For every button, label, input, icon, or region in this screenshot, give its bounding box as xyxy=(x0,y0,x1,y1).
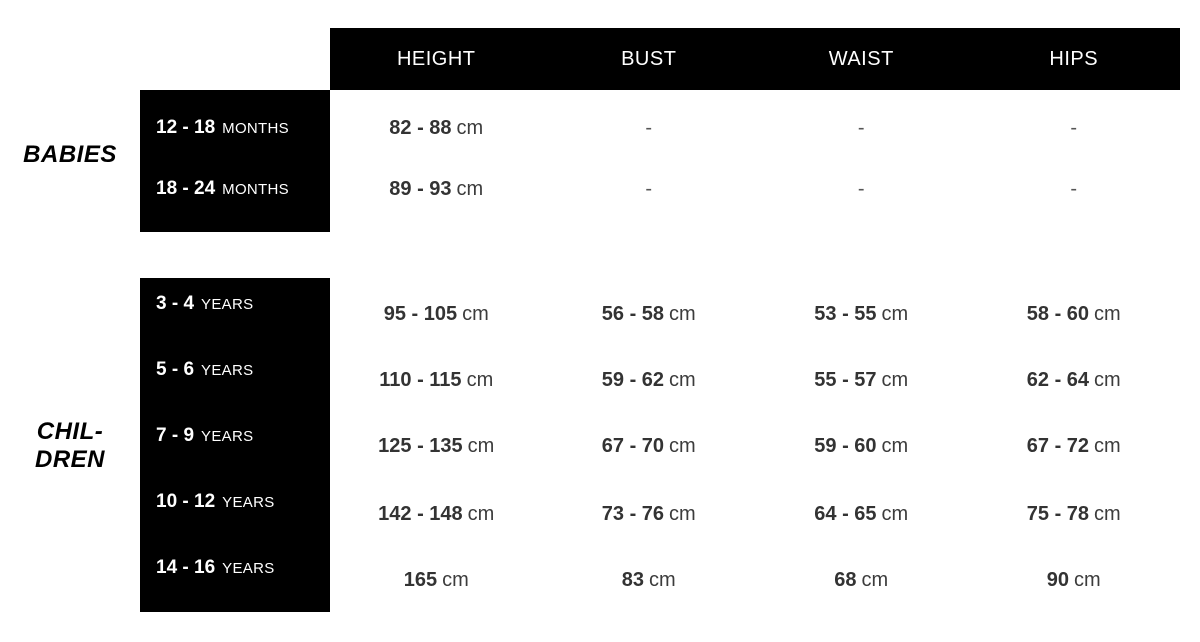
cell-value: 75 - 78 xyxy=(1026,502,1090,525)
size-label-row xyxy=(140,548,330,588)
cell-unit: cm xyxy=(881,302,909,325)
size-label-row xyxy=(140,284,330,324)
size-label-row xyxy=(140,108,330,148)
cell-value: 67 - 70 xyxy=(601,434,665,457)
table-row xyxy=(330,108,1180,148)
cell-unit: cm xyxy=(442,568,469,591)
size-label-row xyxy=(140,169,330,209)
cell-waist xyxy=(755,303,968,326)
cell-value: 83 xyxy=(621,568,645,591)
cell-value: 90 xyxy=(1046,568,1070,591)
size-unit: YEARS xyxy=(201,295,254,313)
size-range: 5 - 6 xyxy=(156,359,195,380)
cell-unit: cm xyxy=(1094,302,1121,325)
size-unit: YEARS xyxy=(201,361,254,379)
size-range: 18 - 24 xyxy=(156,178,216,199)
column-header-bust: BUST xyxy=(621,47,677,70)
group-label-line-2: DREN xyxy=(34,445,105,473)
cell-unit: cm xyxy=(881,368,909,391)
cell-value: 64 - 65 xyxy=(814,502,877,525)
cell-height xyxy=(330,178,543,201)
cell-value: 165 xyxy=(403,568,438,591)
table-row xyxy=(330,360,1180,400)
column-header-hips: HIPS xyxy=(1049,47,1099,70)
cell-bust: - xyxy=(645,116,653,139)
cell-height xyxy=(330,369,543,392)
cell-hips xyxy=(968,303,1181,326)
cell-unit: cm xyxy=(649,568,676,591)
cell-hips xyxy=(968,569,1181,592)
group-label-babies: BABIES xyxy=(23,141,117,168)
cell-unit: cm xyxy=(881,502,909,525)
cell-value: 67 - 72 xyxy=(1026,434,1090,457)
cell-unit: cm xyxy=(669,302,696,325)
cell-unit: cm xyxy=(466,368,494,391)
cell-value: 95 - 105 xyxy=(383,302,458,325)
cell-unit: cm xyxy=(1074,568,1101,591)
cell-hips: - xyxy=(1070,116,1078,139)
cell-unit: cm xyxy=(861,568,889,591)
cell-value: 59 - 62 xyxy=(601,368,665,391)
column-header-waist: WAIST xyxy=(828,47,894,70)
size-label-row xyxy=(140,416,330,456)
size-unit: YEARS xyxy=(222,493,275,511)
cell-waist xyxy=(755,569,968,592)
size-unit: YEARS xyxy=(222,559,275,577)
cell-bust xyxy=(543,303,756,326)
cell-value: 58 - 60 xyxy=(1026,302,1090,325)
cell-waist: - xyxy=(857,116,865,139)
cell-unit: cm xyxy=(456,177,484,200)
cell-hips: - xyxy=(1070,177,1078,200)
cell-waist xyxy=(755,369,968,392)
size-range: 7 - 9 xyxy=(156,425,195,446)
cell-hips xyxy=(968,435,1181,458)
cell-waist xyxy=(755,503,968,526)
cell-value: 56 - 58 xyxy=(601,302,665,325)
cell-unit: cm xyxy=(462,302,489,325)
cell-bust: - xyxy=(645,177,653,200)
group-label-children xyxy=(0,418,140,473)
cell-value: 53 - 55 xyxy=(814,302,877,325)
cell-value: 110 - 115 xyxy=(379,368,462,391)
cell-value: 89 - 93 xyxy=(389,177,452,200)
cell-value: 62 - 64 xyxy=(1026,368,1090,391)
table-header xyxy=(330,28,1180,90)
group-label-line-1: CHIL- xyxy=(36,418,104,445)
cell-unit: cm xyxy=(467,502,495,525)
cell-unit: cm xyxy=(467,434,495,457)
cell-height xyxy=(330,569,543,592)
cell-value: 82 - 88 xyxy=(389,116,452,139)
cell-height xyxy=(330,503,543,526)
size-range: 14 - 16 xyxy=(156,557,216,578)
cell-unit: cm xyxy=(1094,368,1121,391)
cell-height xyxy=(330,435,543,458)
size-range: 10 - 12 xyxy=(156,491,216,512)
cell-unit: cm xyxy=(881,434,909,457)
size-unit: YEARS xyxy=(201,427,254,445)
size-label-row xyxy=(140,350,330,390)
size-unit: MONTHS xyxy=(222,180,289,198)
size-range: 3 - 4 xyxy=(156,293,195,314)
cell-value: 73 - 76 xyxy=(601,502,665,525)
cell-unit: cm xyxy=(669,434,696,457)
table-row xyxy=(330,294,1180,334)
cell-unit: cm xyxy=(1094,434,1121,457)
size-unit: MONTHS xyxy=(222,119,289,137)
cell-bust xyxy=(543,369,756,392)
cell-value: 59 - 60 xyxy=(814,434,877,457)
table-row xyxy=(330,494,1180,534)
cell-value: 125 - 135 xyxy=(378,434,463,457)
table-row xyxy=(330,426,1180,466)
cell-unit: cm xyxy=(456,116,484,139)
cell-unit: cm xyxy=(669,502,696,525)
cell-value: 68 xyxy=(834,568,857,591)
cell-unit: cm xyxy=(669,368,696,391)
cell-bust xyxy=(543,503,756,526)
column-header-height: HEIGHT xyxy=(396,47,476,70)
cell-height xyxy=(330,303,543,326)
cell-value: 55 - 57 xyxy=(814,368,877,391)
cell-waist xyxy=(755,435,968,458)
cell-value: 142 - 148 xyxy=(378,502,463,525)
cell-hips xyxy=(968,503,1181,526)
cell-height xyxy=(330,117,543,140)
table-row xyxy=(330,169,1180,209)
size-range: 12 - 18 xyxy=(156,117,216,138)
table-row xyxy=(330,560,1180,600)
cell-waist: - xyxy=(857,177,865,200)
cell-unit: cm xyxy=(1094,502,1121,525)
size-label-row xyxy=(140,482,330,522)
cell-bust xyxy=(543,569,756,592)
cell-hips xyxy=(968,369,1181,392)
cell-bust xyxy=(543,435,756,458)
